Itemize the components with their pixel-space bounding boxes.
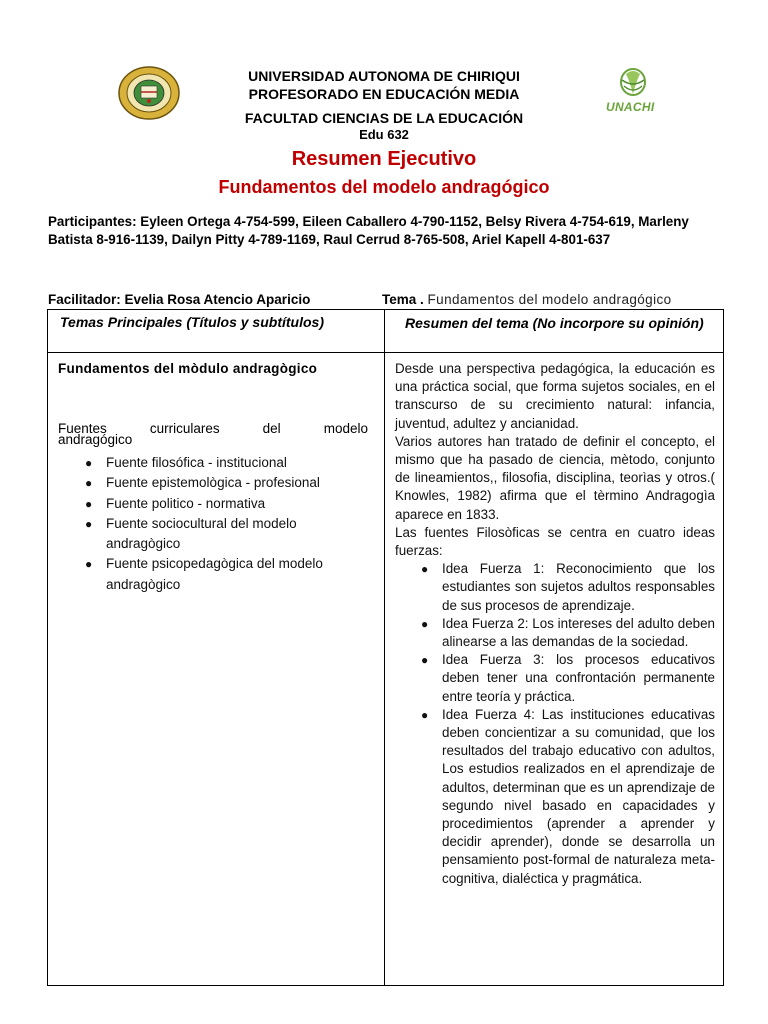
- bullet-icon: ●: [85, 456, 93, 470]
- summary-paragraph-3: Las fuentes Filosòficas se centra en cuatro ideas fuerzas:: [395, 524, 715, 559]
- tema-label: Tema .: [382, 292, 424, 307]
- list-item: ● Fuente filosófica - institucional: [58, 453, 374, 473]
- list-item: ● Fuente epistemològica - profesional: [58, 473, 374, 493]
- bullet-icon: ●: [85, 476, 93, 491]
- bullet-icon: ●: [85, 516, 93, 531]
- university-name: UNIVERSIDAD AUTONOMA DE CHIRIQUI: [248, 68, 520, 84]
- ideas-list: [395, 560, 715, 888]
- program-name: PROFESORADO EN EDUCACIÓN MEDIA: [248, 86, 520, 102]
- unachi-logo-text: UNACHI: [606, 100, 655, 114]
- tema-line: [382, 292, 672, 307]
- bullet-icon: ●: [421, 562, 429, 577]
- column-header-summary: Resumen del tema (No incorpore su opinión): [385, 310, 724, 353]
- participants-list: Participantes: Eyleen Ortega 4-754-599, Eileen Caballero 4-790-1152, Belsy Rivera 4-754-619, Marleny Batista 8-916-1139, Dailyn Pitty 4-789-1169, Raul Cerrud 8-765-508, Ariel Kapell 4-801-637: [48, 214, 689, 247]
- course-code: Edu 632: [359, 127, 409, 142]
- summary-paragraph-1: Desde una perspectiva pedagógica, la educación es una práctica social, que forma sujetos sociales, en el transcurso de su crecimiento natural: infancia, juventud, adultez y ancianidad.: [395, 361, 715, 431]
- facilitator-name: Facilitador: Evelia Rosa Atencio Aparicio: [48, 292, 311, 307]
- faculty-name: FACULTAD CIENCIAS DE LA EDUCACIÓN: [244, 110, 524, 126]
- sources-intro: Fuentes curriculares del modelo: [58, 421, 368, 436]
- bullet-icon: ●: [421, 616, 429, 631]
- topic-heading: Fundamentos del mòdulo andragògico: [58, 361, 318, 376]
- list-item: ● Idea Fuerza 2: Los intereses del adulto deben alinearse a las demandas de la sociedad.: [421, 615, 715, 650]
- sources-list: [58, 453, 374, 595]
- column-header-topics: Temas Principales (Títulos y subtítulos): [48, 310, 385, 353]
- tema-value: Fundamentos del modelo andragógico: [427, 292, 672, 307]
- list-item: ● Fuente sociocultural del modelo andragògico: [85, 515, 297, 552]
- document-subtitle: Fundamentos del modelo andragógico: [218, 177, 550, 197]
- document-title: Resumen Ejecutivo: [291, 148, 477, 170]
- bullet-icon: ●: [85, 557, 93, 572]
- bullet-icon: ●: [421, 653, 429, 668]
- list-item: ● Idea Fuerza 3: los procesos educativos deben tener una confrontación permanente entre teoría y práctica.: [421, 652, 715, 704]
- bullet-icon: ●: [421, 707, 429, 722]
- list-item: ● Fuente psicopedagògica del modelo andragògico: [85, 556, 323, 592]
- summary-cell: [385, 353, 724, 986]
- list-item: ● Idea Fuerza 1: Reconocimiento que los estudiantes son sujetos adultos responsables de sus procesos de aprendizaje.: [421, 561, 715, 613]
- list-item: ● Idea Fuerza 4: Las instituciones educativas deben concientizar a su comunidad, que los resultados del trabajo educativo con adultos, Los estudios realizados en el aprendizaje de adultos, determinan que es un aprendizaje de segundo nivel basado en capacidades y procedimientos (aprender a aprender y decidir aprender), donde se desarrolla un pensamiento post-formal de naturaleza meta-cognitiva, dialéctica y pragmática.: [421, 706, 715, 886]
- topics-cell: [48, 353, 385, 986]
- bullet-icon: ●: [85, 496, 93, 511]
- list-item: ● Fuente politico - normativa: [58, 494, 374, 514]
- summary-table: [47, 309, 724, 986]
- summary-paragraph-2: Varios autores han tratado de definir el concepto, el mismo que ha pasado de ciencia, mètodo, conjunto de lineamientos,, filosofia, disciplina, teorìas y otros.( Knowles, 1982) afirma que el tèrmino Andragogìa aparece en 1833.: [395, 433, 715, 522]
- sources-intro-continued: andragógico: [58, 432, 133, 447]
